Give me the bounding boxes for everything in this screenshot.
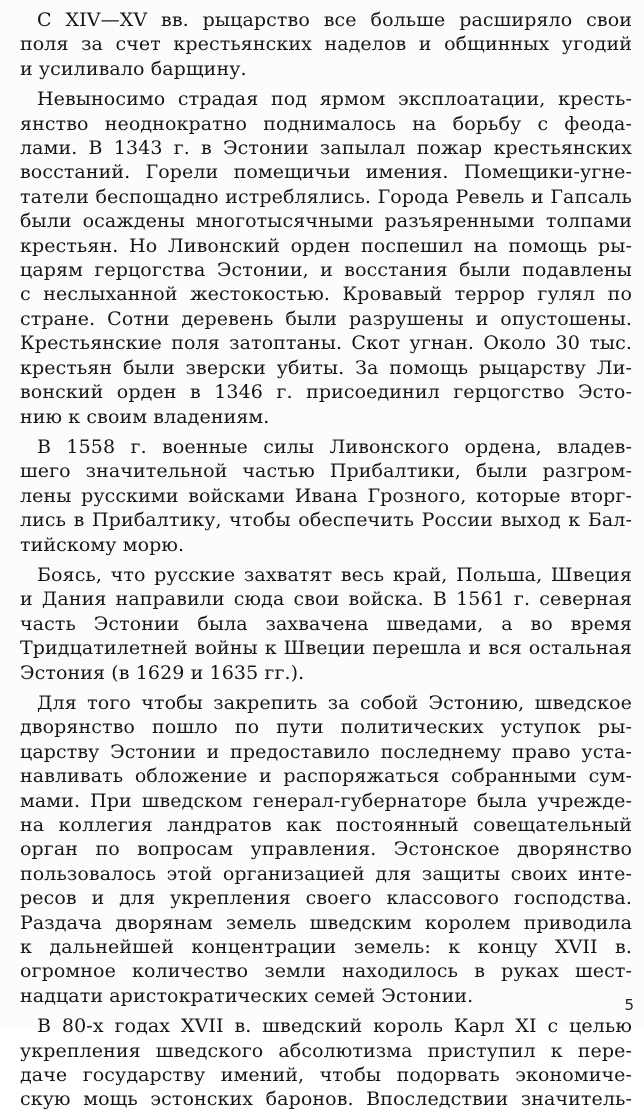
text-line: поля за счет крестьянских наделов и общинных угодий: [20, 33, 632, 56]
text-line: часть Эстонии была захвачена шведами, а во время: [20, 612, 632, 635]
text-line: лись в Прибалтику, чтобы обеспечить России выход к Бал-: [20, 509, 632, 532]
text-line: крестьян. Но Ливонский орден поспешил на помощь ры-: [20, 234, 632, 257]
text-line: орган по вопросам управления. Эстонское дворянство: [20, 838, 632, 861]
text-line: В 1558 г. военные силы Ливонского ордена, владев-: [37, 435, 632, 458]
text-line: восстаний. Горели помещичьи имения. Помещики-угне-: [20, 161, 632, 184]
text-line: ресов и для укрепления своего классового господства.: [20, 887, 632, 910]
text-line: пользовалось этой организацией для защиты своих инте-: [20, 862, 632, 885]
text-line: и усиливало барщину.: [20, 57, 247, 80]
text-line: В 80-х годах XVII в. шведский король Карл XI с целью: [37, 1015, 632, 1038]
text-line: вонский орден в 1346 г. присоединил герцогство Эсто-: [20, 381, 632, 404]
text-line: шего значительной частью Прибалтики, были разгром-: [20, 460, 632, 483]
text-line: мами. При шведском генерал-губернаторе была учрежде-: [20, 789, 632, 812]
text-line: Эстония (в 1629 и 1635 гг.).: [20, 661, 305, 684]
text-line: дворянство пошло по пути политических уступок ры-: [20, 716, 632, 739]
text-line: Для того чтобы закрепить за собой Эстонию, шведское: [37, 691, 632, 714]
text-line: навливать обложение и распоряжаться собранными сум-: [20, 765, 632, 788]
text-line: Невыносимо страдая под ярмом эксплоатации, кресть-: [37, 88, 632, 111]
text-line: были осаждены многотысячными разъяренными толпами: [20, 210, 632, 233]
page-number: 5: [624, 996, 634, 1014]
paragraph: [20, 87, 632, 429]
text-line: тийскому морю.: [20, 533, 185, 556]
text-line: Тридцатилетней войны к Швеции перешла и вся остальная: [20, 637, 632, 660]
text-line: янство неоднократно поднималось на борьбу с феода-: [20, 112, 632, 135]
text-line: С XIV—XV вв. рыцарство все больше расширяло свои: [37, 9, 632, 31]
paragraph: [20, 435, 632, 557]
text-line: скую мощь эстонских баронов. Впоследствии значитель-: [20, 1088, 632, 1111]
text-line: нию к своим владениям.: [20, 405, 270, 428]
text-line: царству Эстонии и предоставило последнему право уста-: [20, 740, 632, 763]
body-text: [20, 8, 632, 1118]
text-line: укрепления шведского абсолютизма приступил к пере-: [20, 1039, 632, 1062]
text-line: Крестьянские поля затоптаны. Скот угнан. Около 30 тыс.: [20, 332, 632, 355]
text-line: татели беспощадно истреблялись. Города Ревель и Гапсаль: [20, 185, 632, 208]
text-line: Боясь, что русские захватят весь край, Польша, Швеция: [37, 563, 632, 586]
text-line: Раздача дворянам земель шведским королем приводила: [20, 911, 632, 934]
text-line: крестьян были зверски убиты. За помощь рыцарству Ли-: [20, 356, 632, 379]
text-line: даче государству имений, чтобы подорвать экономиче-: [20, 1064, 632, 1087]
paragraph: [20, 691, 632, 1008]
text-line: надцати аристократических семей Эстонии.: [20, 984, 474, 1007]
text-line: стране. Сотни деревень были разрушены и опустошены.: [20, 307, 632, 330]
text-line: на коллегия ландратов как постоянный совещательный: [20, 814, 632, 836]
paragraph: [20, 1014, 632, 1112]
text-line: огромное количество земли находилось в руках шест-: [20, 960, 632, 983]
text-line: царям герцогства Эстонии, и восстания были подавлены: [20, 259, 632, 282]
text-line: лены русскими войсками Ивана Грозного, которые вторг-: [20, 484, 632, 507]
text-line: лами. В 1343 г. в Эстонии запылал пожар крестьянских: [20, 137, 632, 160]
text-line: с неслыханной жестокостью. Кровавый террор гулял по: [20, 283, 632, 306]
paragraph: [20, 8, 632, 81]
text-line: и Дания направили сюда свои войска. В 1561 г. северная: [20, 588, 632, 611]
paragraph: [20, 563, 632, 685]
text-line: к дальнейшей концентрации земель: к концу XVII в.: [20, 936, 632, 959]
